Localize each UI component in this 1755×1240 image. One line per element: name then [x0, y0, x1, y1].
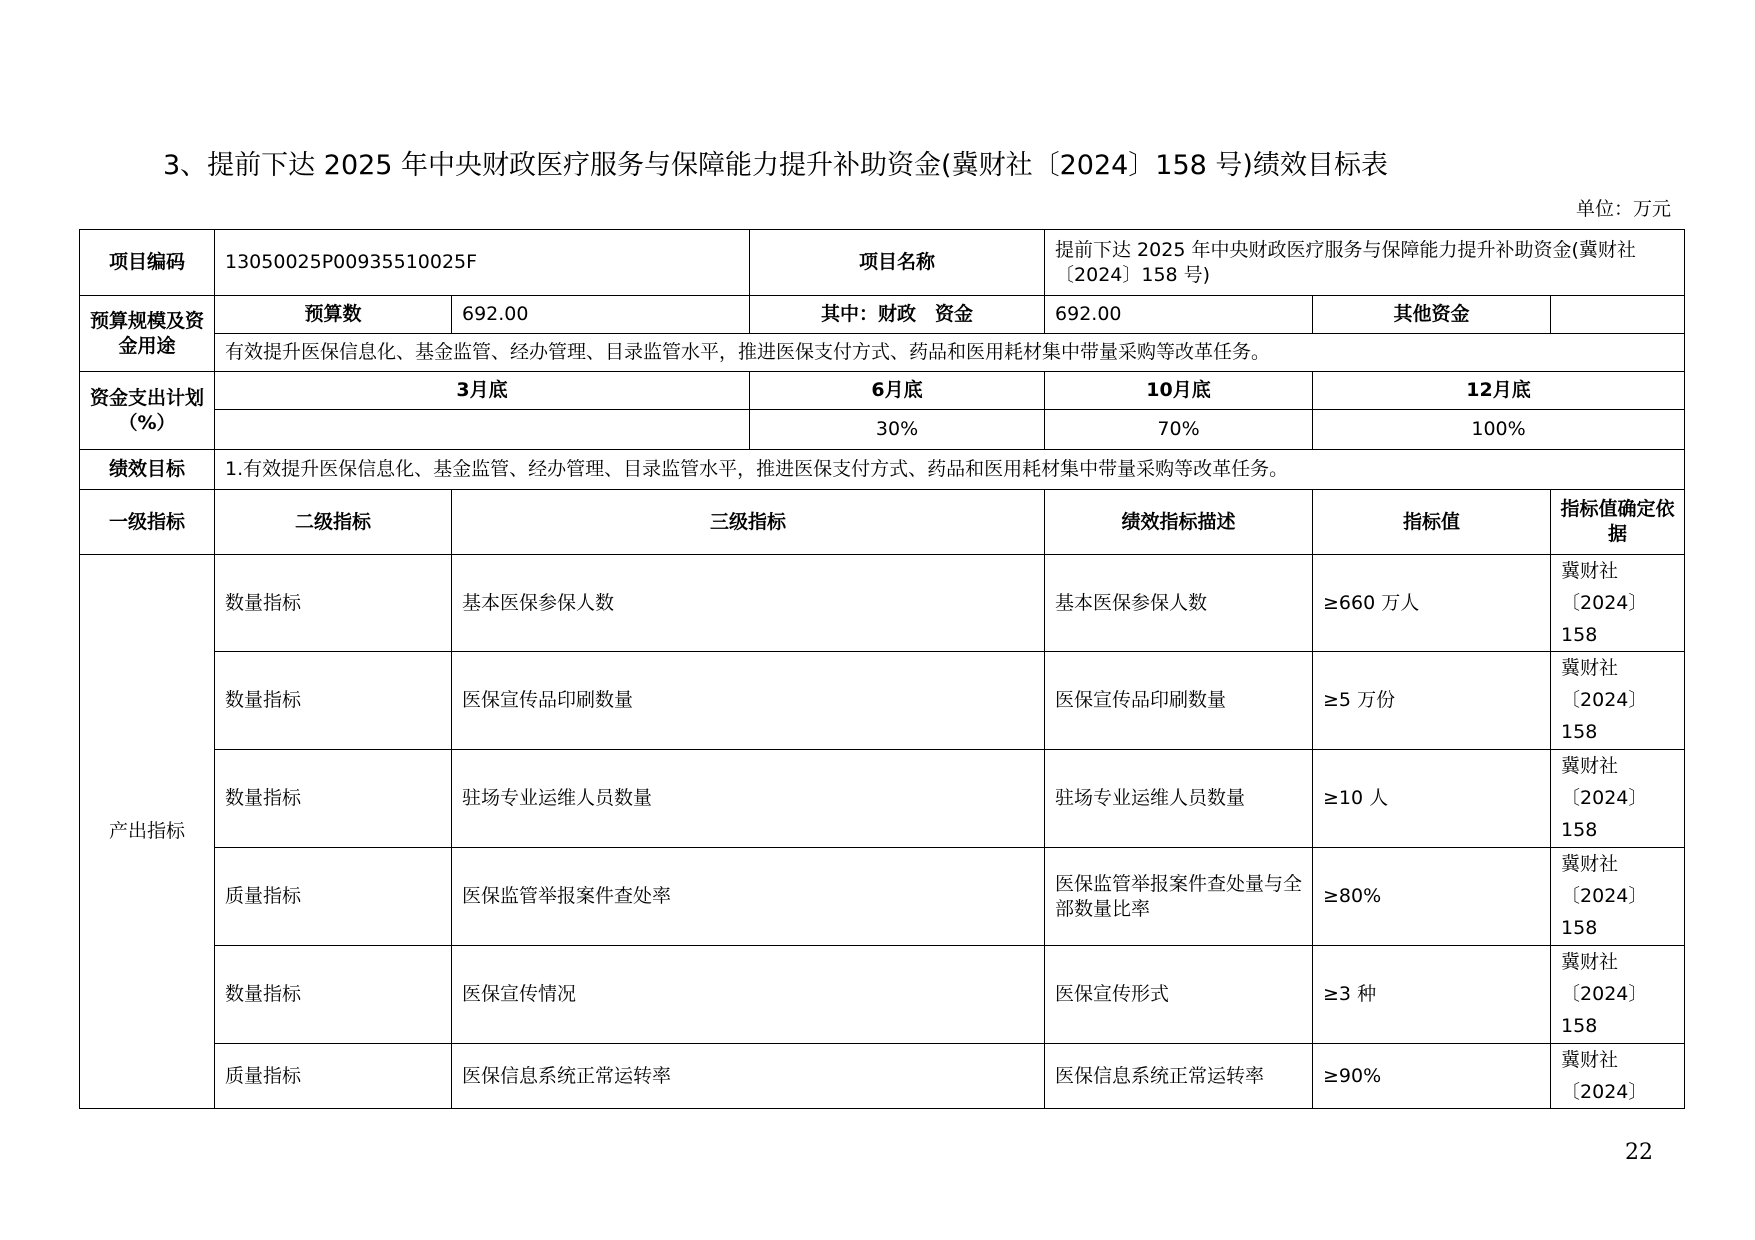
- usage-row: [80, 334, 1685, 372]
- basis-cell: 冀财社 〔2024〕 158: [1551, 652, 1685, 750]
- performance-goal-label: 绩效目标: [80, 450, 215, 490]
- project-name: 提前下达 2025 年中央财政医疗服务与保障能力提升补助资金(冀财社〔2024〕158 号): [1045, 230, 1685, 296]
- level2-cell: 数量指标: [215, 555, 452, 652]
- header-level2: 二级指标: [215, 490, 452, 555]
- table-row: [80, 946, 1685, 1044]
- level3-cell: 医保信息系统正常运转率: [452, 1044, 1045, 1109]
- basis-cell: 冀财社 〔2024〕 158: [1551, 946, 1685, 1044]
- value-cell: ≥660 万人: [1313, 555, 1551, 652]
- project-name-label: 项目名称: [750, 230, 1045, 296]
- project-code-label: 项目编码: [80, 230, 215, 296]
- goal-row: [80, 450, 1685, 490]
- value-cell: ≥3 种: [1313, 946, 1551, 1044]
- value-cell: ≥90%: [1313, 1044, 1551, 1109]
- level1-label: 产出指标: [80, 555, 215, 1109]
- page-title: 3、提前下达 2025 年中央财政医疗服务与保障能力提升补助资金(冀财社〔2024〕158 号)绩效目标表: [163, 150, 1388, 181]
- budget-amount: 692.00: [452, 296, 750, 334]
- project-code: 13050025P00935510025F: [215, 230, 750, 296]
- period-dec: 12月底: [1313, 372, 1685, 410]
- performance-table: [79, 229, 1685, 1109]
- description-cell: 医保信息系统正常运转率: [1045, 1044, 1313, 1109]
- basis-cell: 冀财社 〔2024〕 158: [1551, 848, 1685, 946]
- level3-cell: 驻场专业运维人员数量: [452, 750, 1045, 848]
- description-cell: 驻场专业运维人员数量: [1045, 750, 1313, 848]
- table-row: [80, 750, 1685, 848]
- basis-cell: 冀财社 〔2024〕: [1551, 1044, 1685, 1109]
- description-cell: 医保监管举报案件查处量与全部数量比率: [1045, 848, 1313, 946]
- budget-row: [80, 296, 1685, 334]
- period-jun: 6月底: [750, 372, 1045, 410]
- level3-cell: 医保监管举报案件查处率: [452, 848, 1045, 946]
- spending-values-row: [80, 410, 1685, 450]
- table-row: [80, 848, 1685, 946]
- indicator-header-row: [80, 490, 1685, 555]
- spending-plan-label: 资金支出计划（%）: [80, 372, 215, 450]
- level3-cell: 医保宣传情况: [452, 946, 1045, 1044]
- table-row: [80, 652, 1685, 750]
- basis-cell: 冀财社 〔2024〕 158: [1551, 555, 1685, 652]
- header-basis: 指标值确定依据: [1551, 490, 1685, 555]
- level3-cell: 基本医保参保人数: [452, 555, 1045, 652]
- level2-cell: 数量指标: [215, 750, 452, 848]
- performance-goal-text: 1.有效提升医保信息化、基金监管、经办管理、目录监管水平，推进医保支付方式、药品和医用耗材集中带量采购等改革任务。: [215, 450, 1685, 490]
- unit-label: 单位：万元: [1575, 198, 1671, 220]
- budget-amount-label: 预算数: [215, 296, 452, 334]
- spend-q1: [215, 410, 750, 450]
- header-value: 指标值: [1313, 490, 1551, 555]
- value-cell: ≥5 万份: [1313, 652, 1551, 750]
- other-funds-label: 其他资金: [1313, 296, 1551, 334]
- project-row: [80, 230, 1685, 296]
- header-level3: 三级指标: [452, 490, 1045, 555]
- level3-cell: 医保宣传品印刷数量: [452, 652, 1045, 750]
- description-cell: 基本医保参保人数: [1045, 555, 1313, 652]
- table-row: [80, 555, 1685, 652]
- period-oct: 10月底: [1045, 372, 1313, 410]
- level2-cell: 数量指标: [215, 946, 452, 1044]
- fiscal-funds: 692.00: [1045, 296, 1313, 334]
- description-cell: 医保宣传形式: [1045, 946, 1313, 1044]
- period-q1: 3月底: [215, 372, 750, 410]
- fiscal-funds-label: 其中：财政 资金: [750, 296, 1045, 334]
- page-number: 22: [1625, 1140, 1653, 1165]
- funds-usage: 有效提升医保信息化、基金监管、经办管理、目录监管水平，推进医保支付方式、药品和医用耗材集中带量采购等改革任务。: [215, 334, 1685, 372]
- description-cell: 医保宣传品印刷数量: [1045, 652, 1313, 750]
- header-level1: 一级指标: [80, 490, 215, 555]
- level2-cell: 质量指标: [215, 1044, 452, 1109]
- budget-label: 预算规模及资金用途: [80, 296, 215, 372]
- other-funds: [1551, 296, 1685, 334]
- basis-cell: 冀财社 〔2024〕 158: [1551, 750, 1685, 848]
- level2-cell: 数量指标: [215, 652, 452, 750]
- value-cell: ≥80%: [1313, 848, 1551, 946]
- header-description: 绩效指标描述: [1045, 490, 1313, 555]
- level2-cell: 质量指标: [215, 848, 452, 946]
- table-row: [80, 1044, 1685, 1109]
- spend-oct: 70%: [1045, 410, 1313, 450]
- spend-dec: 100%: [1313, 410, 1685, 450]
- spending-header-row: [80, 372, 1685, 410]
- value-cell: ≥10 人: [1313, 750, 1551, 848]
- spend-jun: 30%: [750, 410, 1045, 450]
